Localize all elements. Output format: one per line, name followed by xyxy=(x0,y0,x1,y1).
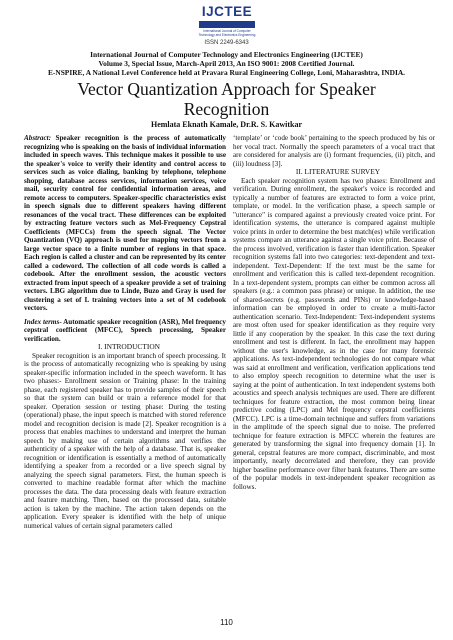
abstract-text: Speaker recognition is the process of automatically recognizing who is speaking on the basis of individual information included in speech waves. This technique makes it possible to use the speaker's voice to verify their identity and control access to services such as voice dialing, banking by telephone, telephone shopping, database access services, information services, voice mail, security control for confidential information areas, and remote access to computers. Speaker-specific characteristics exist in speech signals due to different speakers having different resonances of the vocal tract. These differences can be exploited by extracting feature vectors such as Mel-Frequency Cepstral Coefficients (MFCCs) from the speech signal. The Vector Quantization (VQ) approach is used for mapping vectors from a large vector space to a finite number of regions in that space. Each region is called a cluster and can be represented by its center called a codeword. The collection of all code words is called a codebook. After the enrollment session, the acoustic vectors extracted from input speech of a speaker provide a set of training vectors. LBG algorithm due to Linde, Buzo and Gray is used for clustering a set of L training vectors into a set of M codebook vectors. xyxy=(24,134,226,312)
conference-info: E-NSPIRE, A National Level Conference held at Pravara Rural Engineering College, Loni, Maharashtra, INDIA. xyxy=(47,68,406,77)
paper-title-line-2: Recognition xyxy=(183,99,270,119)
paper-authors: Hemlata Eknath Kamale, Dr.R. S. Kawitkar xyxy=(150,120,303,129)
right-column xyxy=(233,134,435,491)
abstract xyxy=(24,134,226,313)
paper-title-line-1: Vector Quantization Approach for Speaker xyxy=(77,79,376,99)
literature-survey-text: Each speaker recognition system has two phases: Enrollment and verification. During enrollment, the speaker's voice is recorded and typically a number of features are extracted to form a voice print, template, or model. In the verification phase, a speech sample or "utterance" is compared against a previously created voice print. For identification systems, the utterance is compared against multiple voice prints in order to determine the best match(es) while verification systems compare an utterance against a single voice print. Because of the process involved, verification is faster than identification. Speaker recognition systems fall into two categories: text-dependent and text-independent. Text-Dependent: If the text must be the same for enrollment and verification this is called text-dependent recognition. In a text-dependent system, prompts can either be common across all speakers (e.g.: a common pass phrase) or unique. In addition, the use of shared-secrets (e.g. passwords and PINs) or knowledge-based information can be employed in order to create a multi-factor authentication scenario. Text-Independent: Text-independent systems are most often used for speaker identification as they require very little if any cooperation by the speaker. In this case the text during enrollment and test is different. In fact, the enrollment may happen without the user's knowledge, as in the case for many forensic applications. As text-independent technologies do not compare what was said at enrollment and verification, verification applications tend to also employ speech recognition to determine what the user is saying at the point of authentication. In text independent systems both acoustics and speech analysis techniques are used. There are different techniques for feature extraction, the most common being linear predictive coding (LPC) and Mel frequency cepstral coefficients (MFCC). LPC is a time-domain technique and suffers from variations in the amplitude of the speech signal due to noise. The preferred technique for feature extraction is MFCC wherein the features are generated by transforming the signal into frequency domain [1]. In general, cepstral features are more compact, discriminable, and most importantly, nearly decorrelated and therefore, they can provide higher baseline performance over filter bank features. There are some of the popular models in text-independent speaker recognition as follows. xyxy=(233,176,435,491)
volume-info: Volume 3, Special Issue, March-April 2013, An ISO 9001: 2008 Certified Journal. xyxy=(98,59,355,68)
journal-logo xyxy=(195,4,259,44)
logo-subtitle: International Journal of Computer Technology and Electronics Engineering xyxy=(198,29,256,37)
journal-name: International Journal of Computer Technology and Electronics Engineering (IJCTEE) xyxy=(90,50,363,59)
logo-text: IJCTEE xyxy=(201,4,253,19)
left-column xyxy=(24,134,226,530)
index-terms xyxy=(24,318,226,344)
page-number: 110 xyxy=(220,618,233,627)
abstract-label: Abstract: xyxy=(24,134,51,142)
section-heading-literature-survey: II. LITERATURE SURVEY xyxy=(295,167,381,176)
introduction-continued: ‘template’ or ‘code book’ pertaining to the speech produced by his or her vocal tract. Normally the speech parameters of a vocal tract that are considered for analysis are (i) formant frequencies, (ii) pitch, and (iii) loudness [3]. xyxy=(233,134,435,168)
logo-bar xyxy=(199,21,255,28)
index-terms-label: Index terms- xyxy=(24,317,62,326)
issn: ISSN 2249-6343 xyxy=(204,40,249,46)
index-terms-text: Automatic speaker recognition (ASR), Mel frequency cepstral coefficient (MFCC), Speech processing, Speaker verification. xyxy=(24,317,226,343)
paper-title xyxy=(0,79,453,119)
introduction-text: Speaker recognition is an important branch of speech processing. It is the process of automatically recognizing who is speaking by using speaker-specific information included in the speech waveform. It has two phases:- Enrollment session or Training phase: In the training phase, each registered speaker has to provide samples of their speech so that the system can build or train a reference model for that speaker. Operation session or testing phase: During the testing (operational) phase, the input speech is matched with stored reference model and recognition decision is made [2]. Speaker recognition is a process that enables machines to understand and interpret the human speech by making use of certain algorithms and verifies the authenticity of a speaker with the help of a database. That is, speaker recognition or identification is essentially a method of automatically identifying a speaker from a recorded or a live speech signal by analyzing the speech signal parameters. First, the human speech is converted to machine readable format after which the machine processes the data. The data processing deals with feature extraction and feature matching. Then, based on the processed data, suitable action is taken by the machine. The action taken depends on the application. Every speaker is identified with the help of unique numerical values of certain signal parameters called xyxy=(24,351,226,530)
section-heading-introduction: I. INTRODUCTION xyxy=(98,342,160,351)
